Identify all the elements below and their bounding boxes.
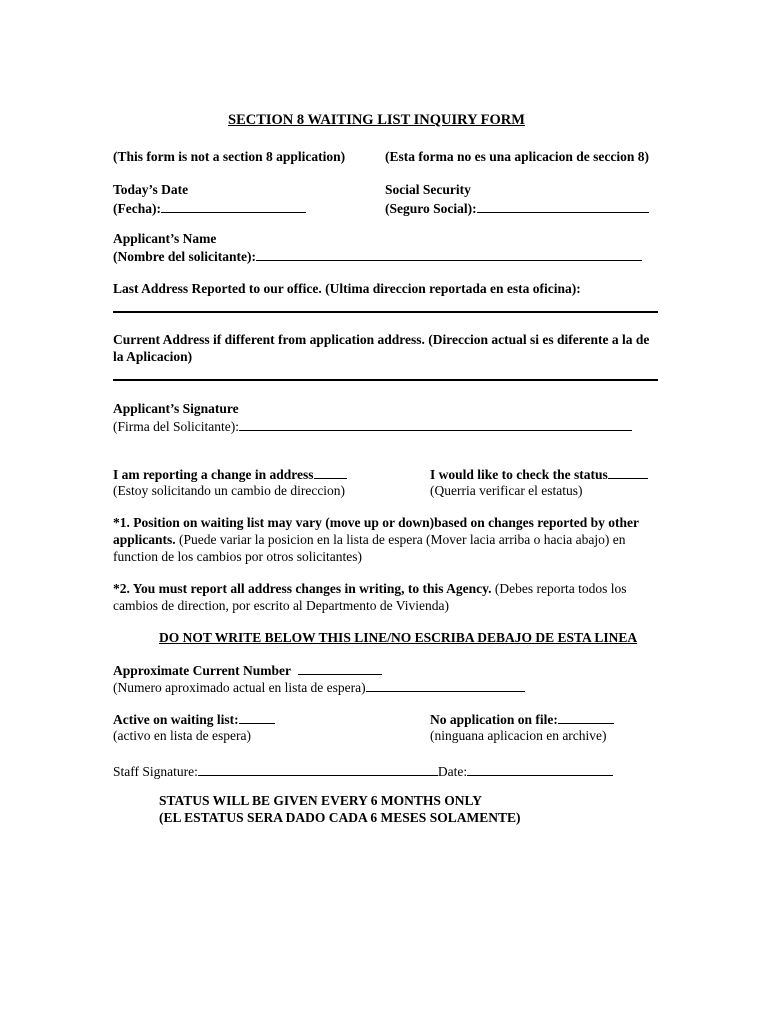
note-2-spanish: (Debes reporta todos los cambios de direction, por escrito al Departmento de Vivienda) <box>113 581 627 613</box>
date-label: Date: <box>437 764 468 779</box>
status-notice-spanish: (EL ESTATUS SERA DADO CADA 6 MESES SOLAMENTE) <box>159 810 521 825</box>
note-1-english: *1. Position on waiting list may vary (move up or down)based on changes reported by other applicants. <box>113 515 639 547</box>
nombre-label: (Nombre del solicitante): <box>113 249 256 264</box>
staff-date-blank[interactable] <box>467 762 613 776</box>
note-1-spanish: (Puede variar la posicion en la lista de espera (Mover lacia arriba o hacia abajo) en function de los cambios por otros solicitantes) <box>113 532 626 564</box>
ssn-blank[interactable] <box>477 199 649 213</box>
staff-signature-row <box>113 762 613 780</box>
ssn-label: Social Security <box>385 182 471 197</box>
change-address-label: I am reporting a change in address <box>113 467 314 482</box>
active-label: Active on waiting list: <box>113 712 239 727</box>
note-2 <box>113 580 661 614</box>
change-address-spanish: (Estoy solicitando un cambio de direccion) <box>113 483 346 498</box>
no-app-row <box>430 710 614 728</box>
firma-label: (Firma del Solicitante): <box>113 419 239 434</box>
check-status-row <box>430 465 648 483</box>
no-app-label: No application on file: <box>430 712 558 727</box>
check-status-label: I would like to check the status <box>430 467 608 482</box>
date-blank[interactable] <box>161 199 306 213</box>
last-address-line[interactable] <box>113 311 658 313</box>
seguro-field-row <box>385 199 649 217</box>
notice-spanish: (Esta forma no es una aplicacion de seccion 8) <box>385 149 649 164</box>
active-blank[interactable] <box>239 710 275 724</box>
firma-field-row <box>113 417 632 435</box>
form-title: SECTION 8 WAITING LIST INQUIRY FORM <box>228 112 525 128</box>
status-notice-english: STATUS WILL BE GIVEN EVERY 6 MONTHS ONLY <box>159 793 482 808</box>
staff-signature-blank[interactable] <box>198 762 438 776</box>
fecha-label: (Fecha): <box>113 201 161 216</box>
todays-date-label: Today’s Date <box>113 182 189 197</box>
approx-number-es-blank[interactable] <box>366 678 525 692</box>
check-status-spanish: (Querria verificar el estatus) <box>430 483 583 498</box>
nombre-field-row <box>113 247 642 265</box>
approx-number-blank[interactable] <box>298 661 382 675</box>
active-row <box>113 710 275 728</box>
signature-blank[interactable] <box>239 417 632 431</box>
check-status-blank[interactable] <box>608 465 648 479</box>
approx-number-label: Approximate Current Number <box>113 663 291 678</box>
note-2-english: *2. You must report all address changes in writing, to this Agency. <box>113 581 492 596</box>
approx-number-spanish-row <box>113 678 525 696</box>
change-address-row <box>113 465 347 483</box>
no-app-spanish: (ninguana aplicacion en archive) <box>430 728 607 743</box>
name-blank[interactable] <box>256 247 642 261</box>
notice-english: (This form is not a section 8 application) <box>113 149 346 164</box>
change-address-blank[interactable] <box>314 465 347 479</box>
approx-number-row <box>113 661 382 679</box>
seguro-label: (Seguro Social): <box>385 201 477 216</box>
signature-label: Applicant’s Signature <box>113 401 239 416</box>
fecha-field-row <box>113 199 306 217</box>
do-not-write-heading: DO NOT WRITE BELOW THIS LINE/NO ESCRIBA DEBAJO DE ESTA LINEA <box>159 630 638 645</box>
last-address-label: Last Address Reported to our office. (Ultima direccion reportada en esta oficina): <box>113 281 581 296</box>
current-address-label: Current Address if different from application address. (Direccion actual si es diferente a la de la Aplicacion) <box>113 332 650 364</box>
applicant-name-label: Applicant’s Name <box>113 231 217 246</box>
note-1 <box>113 514 661 565</box>
staff-signature-label: Staff Signature: <box>113 764 198 779</box>
active-spanish: (activo en lista de espera) <box>113 728 251 743</box>
current-address-line[interactable] <box>113 379 658 381</box>
approx-number-spanish: (Numero aproximado actual en lista de espera) <box>113 680 366 695</box>
no-app-blank[interactable] <box>558 710 614 724</box>
